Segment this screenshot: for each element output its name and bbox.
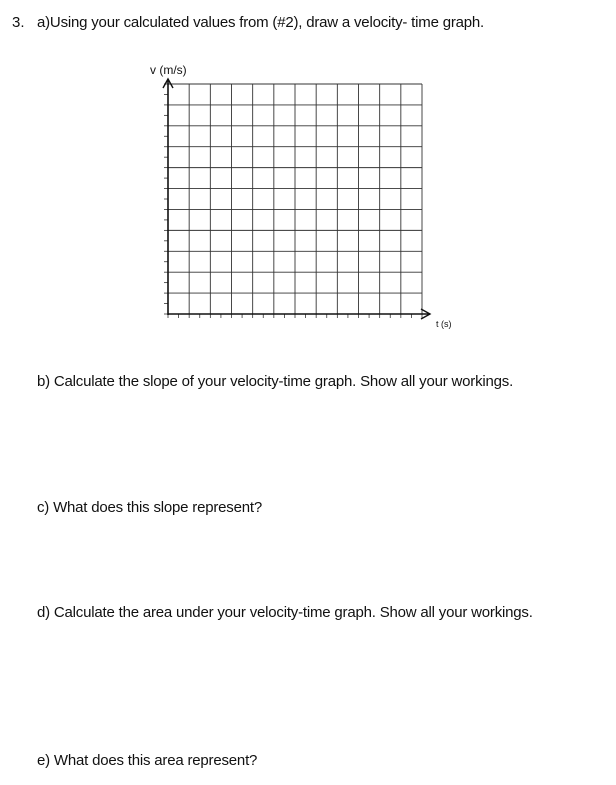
question-number: 3. [12, 14, 25, 31]
y-axis-label: v (m/s) [150, 63, 187, 77]
part-a-prompt: a)Using your calculated values from (#2), draw a velocity- time graph. [37, 14, 485, 31]
part-c-prompt: c) What does this slope represent? [37, 499, 262, 516]
x-axis-label: t (s) [436, 319, 452, 329]
velocity-time-graph-grid[interactable] [140, 55, 480, 345]
grid-lines [168, 84, 422, 314]
part-b-prompt: b) Calculate the slope of your velocity-time graph. Show all your workings. [37, 373, 514, 390]
part-e-prompt: e) What does this area represent? [37, 752, 258, 769]
axis-ticks [164, 84, 422, 318]
part-d-prompt: d) Calculate the area under your velocity-time graph. Show all your workings. [37, 604, 533, 621]
